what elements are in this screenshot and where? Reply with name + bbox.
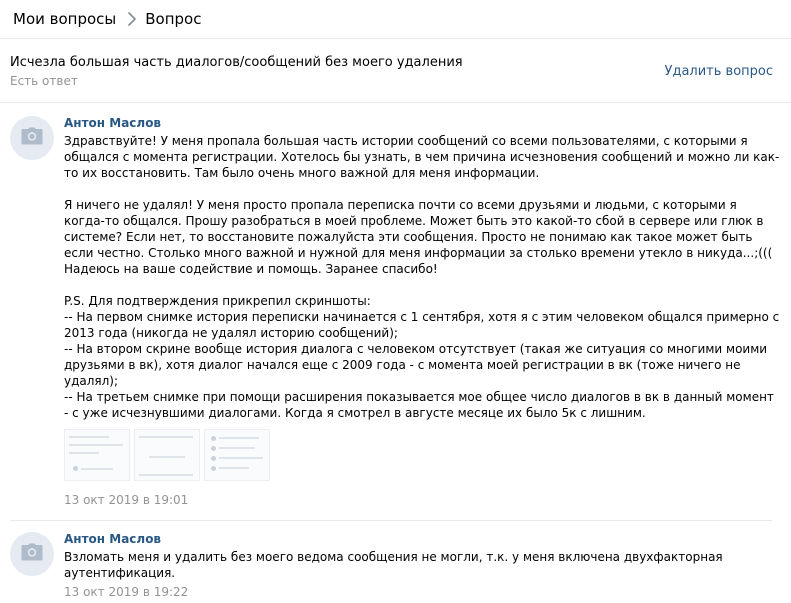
post-timestamp[interactable]: 13 окт 2019 в 19:22	[64, 585, 189, 599]
attachment-thumbnail[interactable]	[204, 429, 270, 481]
question-title: Исчезла большая часть диалогов/сообщений без моего удаления	[10, 55, 463, 70]
camera-icon	[21, 127, 43, 149]
question-divider	[0, 102, 791, 103]
attachment-thumbnail[interactable]	[64, 429, 130, 481]
delete-question-button[interactable]: Удалить вопрос	[664, 64, 773, 79]
post-author[interactable]: Антон Маслов	[64, 116, 162, 130]
post-body	[64, 532, 780, 599]
post-text: Здравствуйте! У меня пропала большая часть истории сообщений со всеми пользователями, с которыми я общался с момента регистрации. Хотелось бы узнать, в чем причина исчезновения сообщений и можно ли как-то их восстановить. Там было очень много важной для меня информации. Я ничего не удалял! У меня просто пропала переписка почти со всеми друзьями и людьми, с которыми я когда-то общался. Прошу разобраться в моей проблеме. Может быть это какой-то сбой в сервере или глюк в системе? Если нет, то восстановите пожалуйста эти сообщения. Просто не понимаю как такое может быть если честно. Столько много важной и нужной для меня информации за столько времени утекло в никуда...;((( Надеюсь на ваше содействие и помощь. Заранее спасибо! P.S. Для подтверждения прикрепил скриншоты: -- На первом снимке история переписки начинается с 1 сентября, хотя я с этим человеком общался примерно с 2013 года (никогда не удалял историю сообщений); -- На втором скрине вообще история диалога с человеком отсутствует (такая же ситуация со многими моими друзьями в вк), хотя диалог начался еще с 2009 года - с момента моей регистрации в вк (тоже ничего не удалял); -- На третьем снимке при помощи расширения показывается мое общее число диалогов в вк в данный момент - с уже исчезнувшими диалогами. Когда я смотрел в августе месяце их было 5к с лишним.	[64, 134, 780, 420]
chevron-right-icon	[128, 12, 136, 26]
attachments	[64, 429, 780, 481]
post-text: Взломать меня и удалить без моего ведома сообщения не могли, т.к. у меня включена двухфакторная аутентификация.	[64, 550, 727, 580]
camera-icon	[21, 543, 43, 565]
attachment-thumbnail[interactable]	[134, 429, 200, 481]
header-divider	[0, 38, 791, 39]
post-author[interactable]: Антон Маслов	[64, 532, 162, 546]
breadcrumb-my-questions[interactable]: Мои вопросы	[13, 10, 117, 28]
question-status: Есть ответ	[10, 74, 78, 88]
breadcrumb	[0, 0, 791, 38]
post-divider	[10, 520, 772, 521]
avatar[interactable]	[10, 532, 54, 576]
post-timestamp[interactable]: 13 окт 2019 в 19:01	[64, 493, 189, 507]
breadcrumb-current: Вопрос	[145, 10, 202, 28]
avatar[interactable]	[10, 116, 54, 160]
post-body	[64, 116, 780, 507]
